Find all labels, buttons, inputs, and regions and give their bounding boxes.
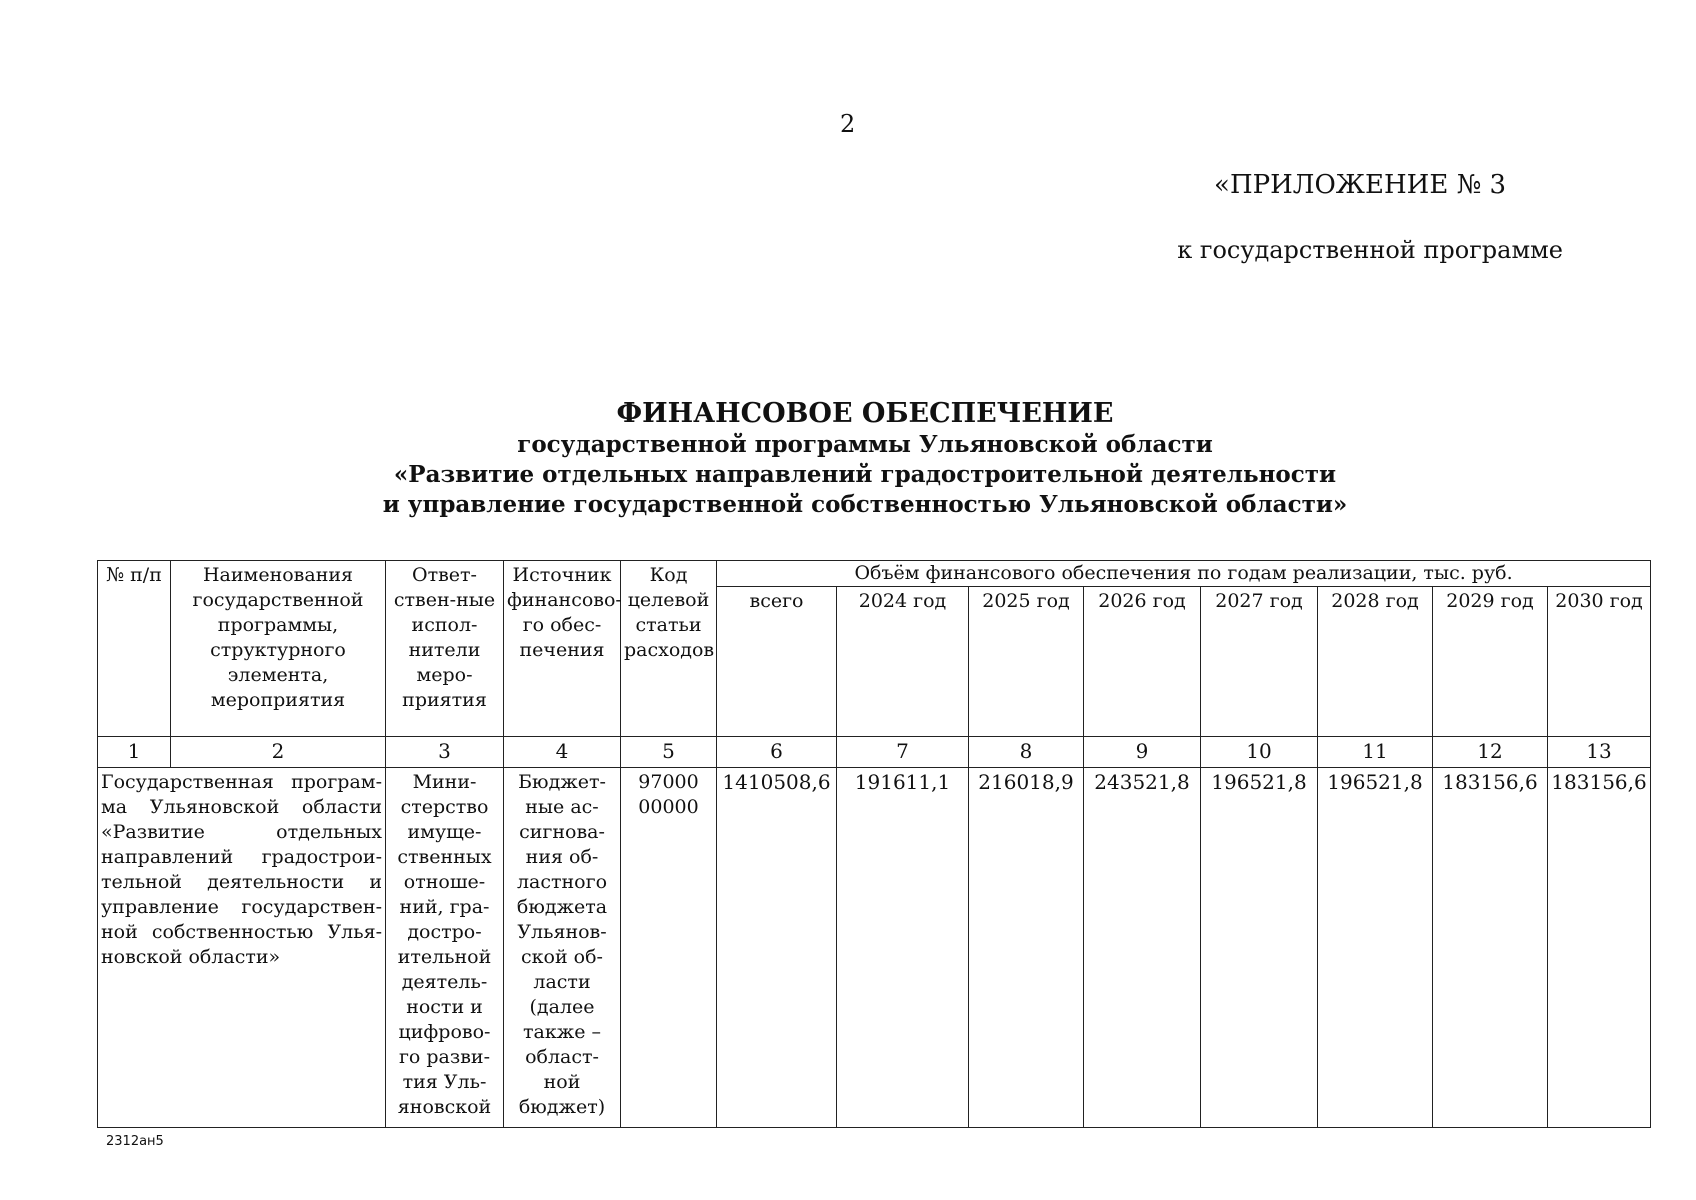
title-main: ФИНАНСОВОЕ ОБЕСПЕЧЕНИЕ (616, 398, 1114, 429)
header-code: Код целевой статьи расходов (621, 561, 717, 737)
financing-table (97, 560, 1651, 1128)
header-year: 2024 год (837, 587, 969, 737)
total-value: 1410508,6 (717, 768, 837, 1128)
title-line-1: государственной программы Ульяновской области (517, 431, 1213, 458)
header-responsible: Ответ-ствен-ные испол-нители меро-приятия (386, 561, 504, 737)
year-value: 191611,1 (837, 768, 969, 1128)
year-value: 196521,8 (1318, 768, 1433, 1128)
header-year: 2028 год (1318, 587, 1433, 737)
header-name: Наименования государственной программы, структурного элемента, мероприятия (171, 561, 386, 737)
column-number: 10 (1201, 737, 1318, 768)
column-number: 9 (1084, 737, 1201, 768)
column-number: 13 (1548, 737, 1651, 768)
year-value: 243521,8 (1084, 768, 1201, 1128)
responsible-executor: Мини-стерство имуще-ственных отноше-ний, гра-достро-ительной деятель-ности и цифрово-го разви-тия Уль-яновской (386, 768, 504, 1128)
year-value: 216018,9 (969, 768, 1084, 1128)
table-row (98, 768, 1651, 1128)
column-number: 1 (98, 737, 171, 768)
year-value: 183156,6 (1548, 768, 1651, 1128)
target-code: 97000 00000 (621, 768, 717, 1128)
header-volume: Объём финансового обеспечения по годам реализации, тыс. руб. (717, 561, 1651, 587)
column-number: 8 (969, 737, 1084, 768)
document-code: 2312ан5 (106, 1134, 164, 1149)
header-year: 2029 год (1433, 587, 1548, 737)
funding-source: Бюджет-ные ас-сигнова-ния об-ластного бюджета Ульянов-ской об-ласти (далее также – област-ной бюджет) (504, 768, 621, 1128)
page-number: 2 (840, 110, 856, 138)
column-number: 2 (171, 737, 386, 768)
header-source: Источник финансово-го обес-печения (504, 561, 621, 737)
header-total: всего (717, 587, 837, 737)
year-value: 183156,6 (1433, 768, 1548, 1128)
document-title (350, 398, 1380, 520)
appendix-title: «ПРИЛОЖЕНИЕ № 3 (1214, 170, 1506, 200)
appendix-subtitle: к государственной программе (1177, 236, 1563, 264)
title-line-3: и управление государственной собственностью Ульяновской области» (382, 491, 1348, 518)
column-number: 11 (1318, 737, 1433, 768)
program-name: Государственная програм-ма Ульяновской области «Развитие отдельных направлений градострои-тельной деятельности и управление государствен-ной собственностью Улья-новской области» (98, 768, 386, 1128)
header-year: 2026 год (1084, 587, 1201, 737)
column-number: 7 (837, 737, 969, 768)
column-number: 6 (717, 737, 837, 768)
title-line-2: «Развитие отдельных направлений градостроительной деятельности (393, 461, 1337, 488)
header-year: 2027 год (1201, 587, 1318, 737)
column-number: 3 (386, 737, 504, 768)
header-num: № п/п (98, 561, 171, 737)
column-number: 12 (1433, 737, 1548, 768)
header-row-top (98, 561, 1651, 587)
column-number: 5 (621, 737, 717, 768)
column-number: 4 (504, 737, 621, 768)
header-year: 2025 год (969, 587, 1084, 737)
header-year: 2030 год (1548, 587, 1651, 737)
column-number-row (98, 737, 1651, 768)
year-value: 196521,8 (1201, 768, 1318, 1128)
